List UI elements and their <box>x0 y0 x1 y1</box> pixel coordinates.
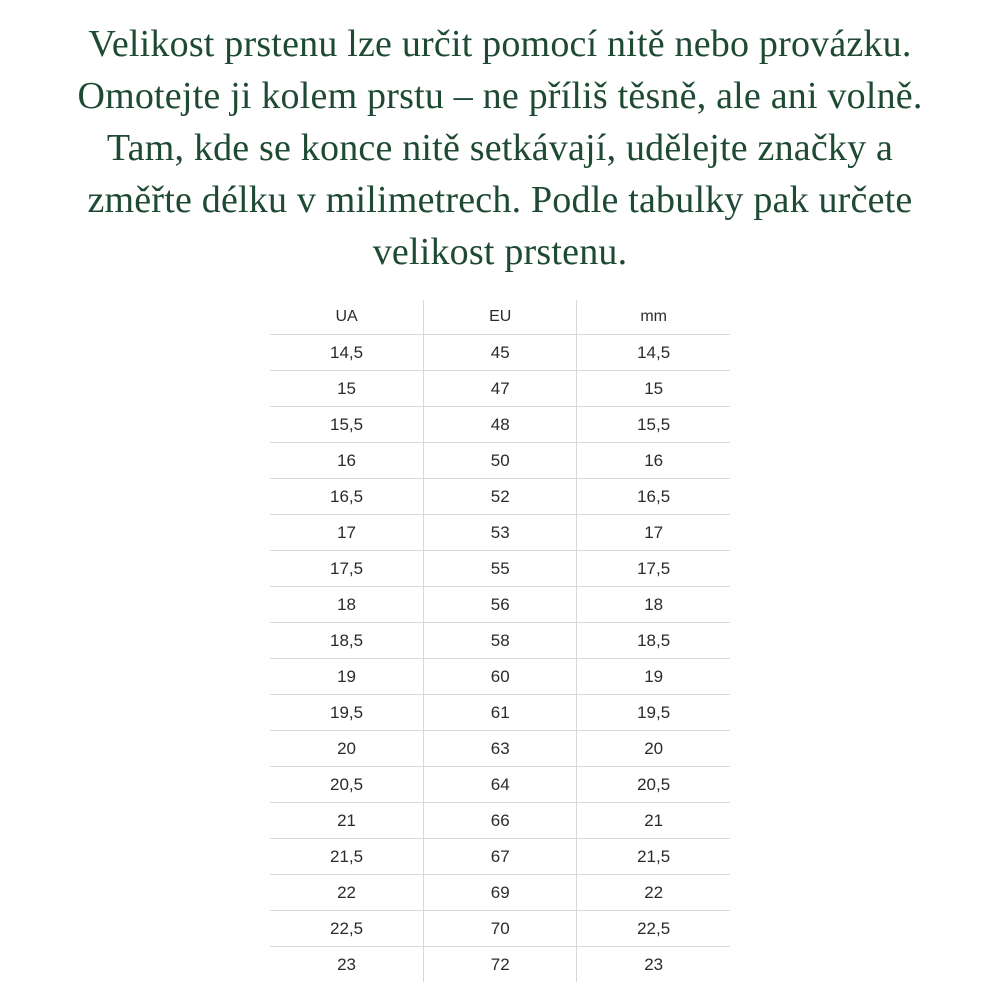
cell-mm: 21 <box>577 803 730 839</box>
cell-ua: 19 <box>270 659 424 695</box>
size-table-container <box>270 300 730 982</box>
table-row <box>270 659 730 695</box>
cell-eu: 50 <box>424 443 577 479</box>
table-row <box>270 767 730 803</box>
cell-eu: 53 <box>424 515 577 551</box>
cell-ua: 21 <box>270 803 424 839</box>
column-header-ua: UA <box>270 300 424 335</box>
cell-ua: 15,5 <box>270 407 424 443</box>
cell-ua: 16,5 <box>270 479 424 515</box>
cell-eu: 45 <box>424 335 577 371</box>
cell-eu: 67 <box>424 839 577 875</box>
table-row <box>270 803 730 839</box>
cell-ua: 17,5 <box>270 551 424 587</box>
table-row <box>270 875 730 911</box>
cell-mm: 20,5 <box>577 767 730 803</box>
cell-ua: 20,5 <box>270 767 424 803</box>
cell-ua: 18 <box>270 587 424 623</box>
cell-ua: 16 <box>270 443 424 479</box>
cell-ua: 19,5 <box>270 695 424 731</box>
cell-ua: 14,5 <box>270 335 424 371</box>
cell-eu: 60 <box>424 659 577 695</box>
cell-mm: 18 <box>577 587 730 623</box>
table-row <box>270 335 730 371</box>
cell-ua: 22,5 <box>270 911 424 947</box>
cell-ua: 17 <box>270 515 424 551</box>
column-header-eu: EU <box>424 300 577 335</box>
cell-eu: 64 <box>424 767 577 803</box>
cell-mm: 15 <box>577 371 730 407</box>
cell-mm: 20 <box>577 731 730 767</box>
table-row <box>270 839 730 875</box>
cell-eu: 72 <box>424 947 577 983</box>
table-head <box>270 300 730 335</box>
cell-mm: 23 <box>644 955 664 975</box>
cell-eu: 55 <box>424 551 577 587</box>
table-row <box>270 479 730 515</box>
cell-eu: 63 <box>424 731 577 767</box>
table-header-row <box>270 300 730 335</box>
cell-mm: 21,5 <box>577 839 730 875</box>
cell-mm: 18,5 <box>577 623 730 659</box>
cell-eu: 47 <box>424 371 577 407</box>
table-row <box>270 515 730 551</box>
cell-eu: 66 <box>424 803 577 839</box>
table-row <box>270 587 730 623</box>
table-row <box>270 443 730 479</box>
cell-mm: 15,5 <box>577 407 730 443</box>
table-row <box>270 695 730 731</box>
cell-eu: 56 <box>424 587 577 623</box>
cell-eu: 69 <box>424 875 577 911</box>
cell-eu: 70 <box>424 911 577 947</box>
cell-eu: 61 <box>424 695 577 731</box>
cell-mm: 22 <box>577 875 730 911</box>
cell-ua: 23 <box>270 947 424 983</box>
column-header-mm: mm <box>577 300 730 335</box>
table-body <box>270 335 730 983</box>
cell-ua: 22 <box>270 875 424 911</box>
table-row <box>270 407 730 443</box>
cell-mm: 16,5 <box>577 479 730 515</box>
cell-ua: 20 <box>270 731 424 767</box>
table-row <box>270 731 730 767</box>
cell-ua: 21,5 <box>270 839 424 875</box>
table-row <box>270 371 730 407</box>
cell-mm: 14,5 <box>577 335 730 371</box>
cell-eu: 52 <box>424 479 577 515</box>
cell-eu: 58 <box>424 623 577 659</box>
cell-mm: 19 <box>577 659 730 695</box>
ring-size-table <box>270 300 730 982</box>
cell-mm: 17,5 <box>577 551 730 587</box>
table-row <box>270 551 730 587</box>
cell-mm: 19,5 <box>577 695 730 731</box>
intro-paragraph: Velikost prstenu lze určit pomocí nitě nebo provázku. Omotejte ji kolem prstu – ne příliš těsně, ale ani volně. Tam, kde se konce nitě setkávají, udělejte značky a změřte délku v milimetrech. Podle tabulky pak určete velikost prstenu. <box>77 23 923 274</box>
table-row <box>270 623 730 659</box>
table-row <box>270 947 730 983</box>
cell-mm: 17 <box>577 515 730 551</box>
table-row <box>270 911 730 947</box>
cell-mm: 16 <box>577 443 730 479</box>
cell-eu: 48 <box>424 407 577 443</box>
cell-ua: 18,5 <box>270 623 424 659</box>
cell-ua: 15 <box>270 371 424 407</box>
cell-mm: 22,5 <box>577 911 730 947</box>
